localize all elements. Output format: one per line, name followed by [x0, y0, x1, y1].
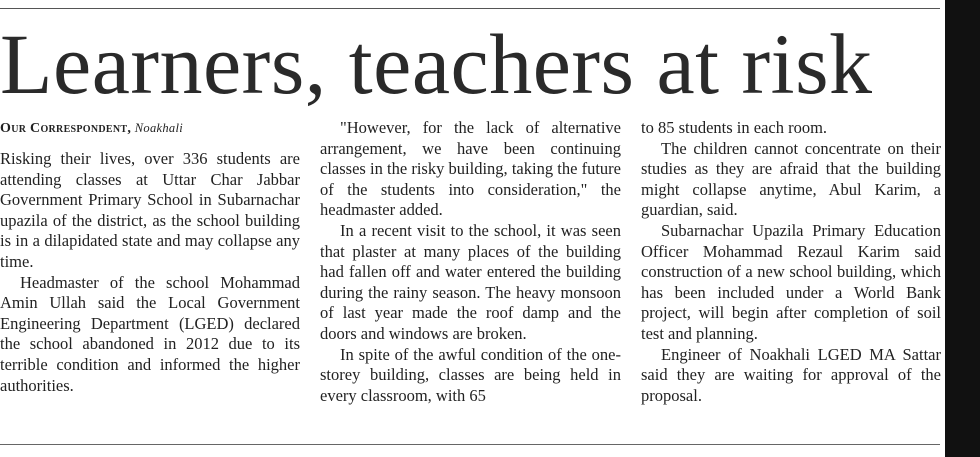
byline	[0, 120, 300, 137]
paragraph: "However, for the lack of alternative arrangement, we have been continuing classes in the risky building, taking the future of the students into consideration," the headmaster added.	[320, 118, 621, 220]
page-edge-bar	[945, 0, 980, 457]
paragraph: In a recent visit to the school, it was seen that plaster at many places of the building had fallen off and water entered the building during the rainy season. The heavy monsoon of last year made the roof damp and the doors and windows are broken.	[320, 220, 621, 343]
paragraph: In spite of the awful condition of the one-storey building, classes are being held in every classroom, with 65	[320, 344, 621, 405]
byline-location: Noakhali	[134, 121, 183, 135]
article-column-3	[641, 118, 941, 406]
paragraph: The children cannot concentrate on their studies as they are afraid that the building might collapse anytime, Abul Karim, a guardian, said.	[641, 138, 941, 220]
article-column-2	[320, 118, 621, 406]
byline-correspondent: Our Correspondent,	[0, 121, 132, 136]
paragraph: Subarnachar Upazila Primary Education Officer Mohammad Rezaul Karim said construction of a new school building, which has been included under a World Bank project, will begin after completion of soil test and planning.	[641, 220, 941, 343]
paragraph: Engineer of Noakhali LGED MA Sattar said they are waiting for approval of the proposal.	[641, 344, 941, 405]
bottom-rule	[0, 444, 940, 445]
headline: Learners, teachers at risk	[0, 16, 873, 112]
paragraph: to 85 students in each room.	[641, 118, 828, 137]
top-rule	[0, 8, 940, 9]
paragraph: Risking their lives, over 336 students are attending classes at Uttar Char Jabbar Government Primary School in Subarnachar upazila of the district, as the school building is in a dilapidated state and may collapse any time.	[0, 149, 300, 271]
paragraph: Headmaster of the school Mohammad Amin Ullah said the Local Government Engineering Department (LGED) declared the school abandoned in 2012 due to its terrible condition and informed the higher authorities.	[0, 272, 300, 395]
article-column-1	[0, 118, 300, 396]
